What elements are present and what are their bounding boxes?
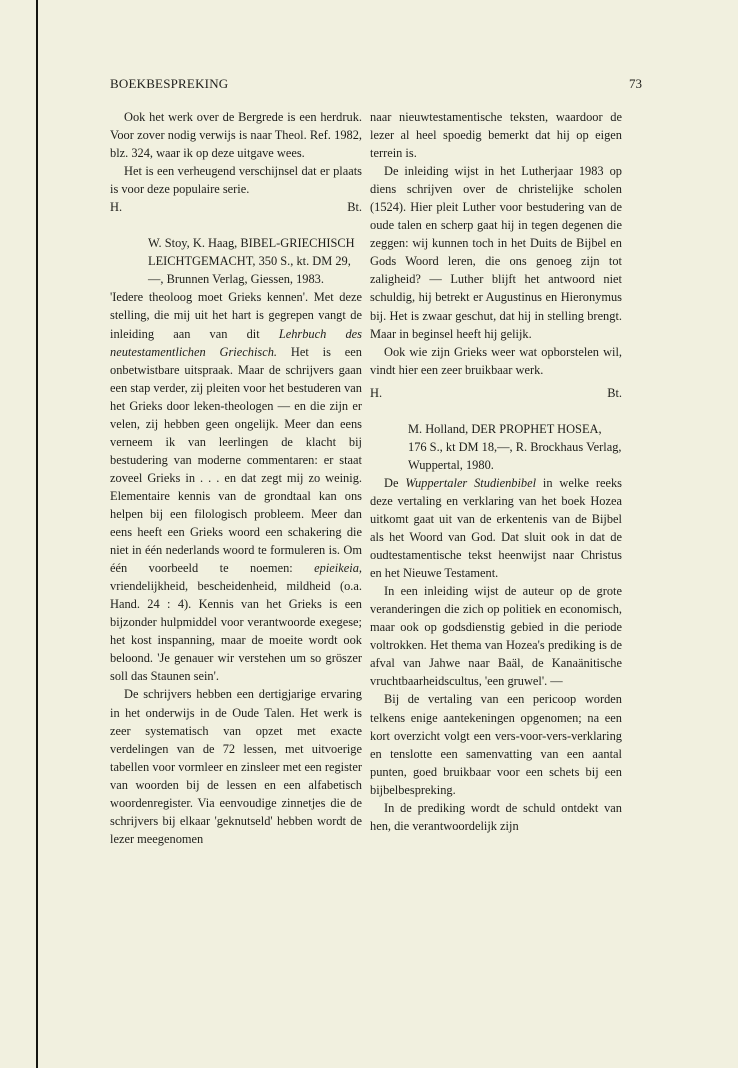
series-title-italic: Wuppertaler Studienbibel	[405, 475, 537, 490]
paragraph-text: 'Iedere theoloog moet Grieks kennen'. Met deze stelling, die mij uit het hart is gegrepen vangt de inleiding aan van dit	[110, 290, 362, 341]
paragraph: naar nieuwtestamentische teksten, waardoor de lezer al heel spoedig bemerkt dat hij op eigen terrein is.	[370, 110, 622, 161]
signature-initial: H.	[110, 200, 123, 215]
book-reference: M. Holland, DER PROPHET HOSEA, 176 S., kt DM 18,—, R. Brockhaus Verlag, Wuppertal, 1980.	[408, 421, 622, 472]
paragraph	[370, 474, 622, 582]
reviewer-signature	[110, 198, 362, 216]
paragraph: In de prediking wordt de schuld ontdekt van hen, die verantwoordelijk zijn	[370, 800, 622, 833]
right-column	[370, 108, 622, 835]
paragraph: De schrijvers hebben een dertigjarige ervaring in het onderwijs in de Oude Talen. Het werk is zeer systematisch van opzet met exacte verdelingen van de 72 lessen, met uitvoerige tabellen voor vormleer en zinsleer met een register van woorden bij de lessen en een alfabetisch woordenregister. Via eenvoudige zinnetjes die de schrijvers bij elkaar 'geknutseld' hebben wordt de lezer meegenomen	[110, 687, 362, 846]
left-column	[110, 108, 362, 848]
signature-abbrev: Bt.	[347, 200, 362, 215]
paragraph: Ook het werk over de Bergrede is een herdruk. Voor zover nodig verwijs is naar Theol. Ref. 1982, blz. 324, waar ik op deze uitgave wees.	[110, 110, 362, 161]
page-number: 73	[629, 76, 642, 91]
paragraph: Het is een verheugend verschijnsel dat er plaats is voor deze populaire serie.	[110, 164, 362, 197]
page-header	[110, 76, 642, 94]
paragraph-text: De	[384, 475, 399, 490]
greek-term-italic: epieikeia,	[314, 561, 362, 576]
paragraph	[110, 288, 362, 685]
paragraph: In een inleiding wijst de auteur op de grote veranderingen die zich op politiek en economisch, maar ook op godsdienstig gebied in die periode voltrokken. Het thema van Hozea's prediking is de afval van Jahwe naar Baäl, de Kanaänitische vruchtbaarheidscultus, 'een gruwel'. —	[370, 584, 622, 689]
paragraph: Ook wie zijn Grieks weer wat opborstelen wil, vindt hier een zeer bruikbaar werk.	[370, 344, 622, 377]
paragraph: De inleiding wijst in het Lutherjaar 1983 op diens schrijven over de christelijke scholen (1524). Hier pleit Luther voor bestudering van de oude talen en scherp gaat hij in tegen degenen die zeggen: wij kunnen toch in het Duits de Bijbel en Gods Woord leren, die ons genoeg zijn tot zaligheid? — Luther blijft het antwoord niet schuldig, hij betrekt er Augustinus en Hieronymus bij. Het is zwaar geschut, dat hij in stelling brengt. Maar in beginsel heeft hij gelijk.	[370, 164, 622, 341]
book-title-italic: Lehrbuch des neutestamentlichen Griechisch.	[110, 326, 362, 359]
paragraph-text: in welke reeks deze vertaling en verklaring van het boek Hozea uitkomt gaat uit van de erkentenis van de Bijbel als het Woord van God. Dat sluit ook in dat de oudtestamentische tekst heenwijst naar Christus en het Nieuwe Testament.	[370, 475, 622, 581]
reviewer-signature	[370, 384, 622, 402]
scan-edge-line	[36, 0, 38, 1068]
paragraph: Bij de vertaling van een pericoop worden telkens enige aantekeningen opgenomen; na een kort overzicht volgt een vers-voor-vers-verklaring en tenslotte een samenvatting van een aantal punten, goed bruikbaar voor een schets bij een bijbelbespreking.	[370, 692, 622, 797]
paragraph-text: Het is een onbetwistbare uitspraak. Maar de schrijvers gaan een stap verder, zij pleiten voor het bestuderen van het Grieks door leken-theologen — en die zijn er velen, zij hebben geen ongelijk. Meer dan eens verneem ik van leerlingen de klacht bij bestudering van moderne commentaren: er staat zoveel Grieks in . . . en dat zegt mij zo weinig. Elementaire kennis van de grondtaal kan ons helpen bij een filologisch probleem. Meer dan eens heeft een Grieks woord een schakering die niet in één nederlands woord te formuleren is. Om één voorbeeld te noemen:	[110, 344, 362, 576]
signature-abbrev: Bt.	[607, 385, 622, 400]
paragraph-text: vriendelijkheid, bescheidenheid, mildheid (o.a. Hand. 24 : 4). Kennis van het Grieks is een bijzonder hulpmiddel voor verantwoorde exegese; het kost inspanning, maar de moeite wordt ook beloond. 'Je genauer wir verstehen um so gröszer soll das Staunen sein'.	[110, 579, 362, 684]
book-reference: W. Stoy, K. Haag, BIBEL-GRIECHISCH LEICHTGEMACHT, 350 S., kt. DM 29,—, Brunnen Verlag, Giessen, 1983.	[148, 236, 355, 287]
signature-initial: H.	[370, 385, 383, 400]
running-head: BOEKBESPREKING	[110, 76, 229, 91]
